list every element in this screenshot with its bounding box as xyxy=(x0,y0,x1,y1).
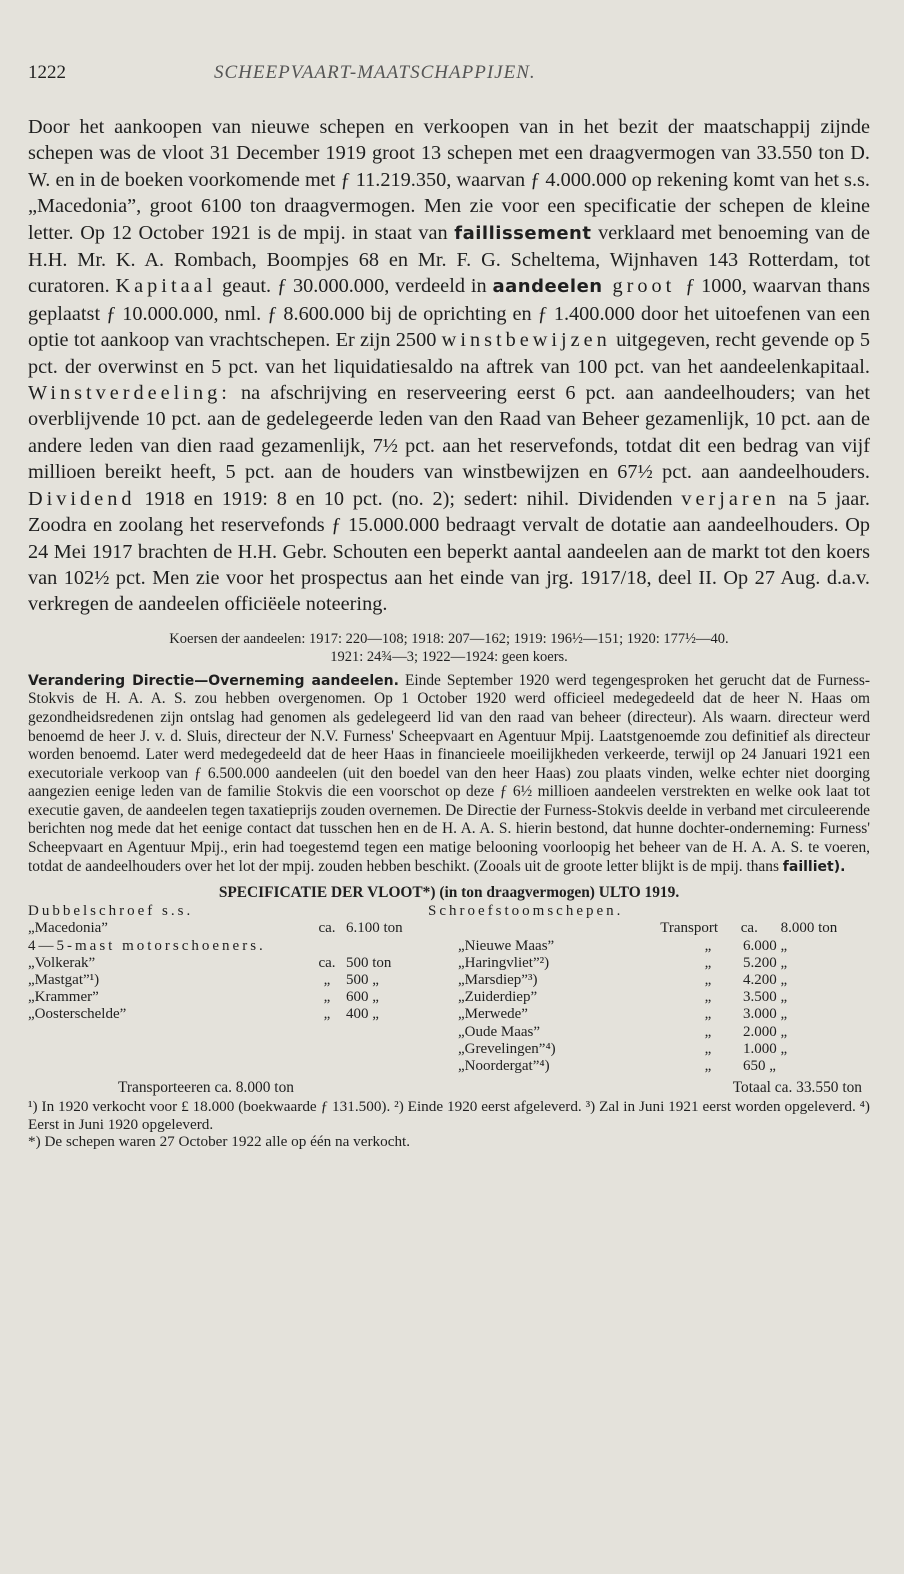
groot-term: groot xyxy=(602,275,686,298)
ship-tonnage: 600 „ xyxy=(346,989,379,1006)
koersen-block xyxy=(28,630,870,666)
ship-ca: „ xyxy=(704,937,712,954)
main-paragraph xyxy=(28,114,870,618)
ship-ca: „ xyxy=(323,972,331,989)
small-print xyxy=(28,672,870,877)
spec-row xyxy=(428,1024,870,1041)
spec-row xyxy=(28,989,428,1006)
spec-title: SPECIFICATIE DER VLOOT*) (in ton draagvermogen) ULTO 1919. xyxy=(218,884,680,902)
failliet-term: failliet). xyxy=(782,858,846,875)
winstverdeeling-term: Winstverdeeling: xyxy=(28,382,231,405)
koersen-line: 1921: 24¾—3; 1922—1924: geen koers. xyxy=(330,648,568,665)
text-run: uitgegeven, recht gevende op 5 pct. der overwinst en 5 pct. van het liquidatiesaldo na aftrek van 100 pct. van het aandeelenkapitaal. xyxy=(28,329,870,378)
aandeelen-term: aandeelen xyxy=(492,276,603,298)
footnote: *) De schepen waren 27 October 1922 alle op één na verkocht. xyxy=(28,1133,411,1151)
spec-table xyxy=(28,903,870,1075)
faillissement-term: faillissement xyxy=(454,222,592,244)
spec-category: Dubbelschroef s.s. xyxy=(28,903,194,920)
ship-name: „Haringvliet”²) xyxy=(458,954,550,971)
ship-name: „Krammer” xyxy=(28,989,99,1006)
spec-row xyxy=(428,1006,870,1023)
ship-ca: ca. xyxy=(318,920,336,937)
ship-ca: „ xyxy=(323,1006,331,1023)
winstbewijzen-term: winstbewijzen xyxy=(441,329,611,352)
running-title: SCHEEPVAART-MAATSCHAPPIJEN. xyxy=(214,62,536,83)
kapitaal-term: Kapitaal xyxy=(115,275,217,298)
ship-name: „Noordergat”⁴) xyxy=(458,1058,550,1075)
spec-row xyxy=(428,1041,870,1058)
spec-row xyxy=(28,955,428,972)
small-body: Einde September 1920 werd tegengesproken het gerucht dat de Furness-Stokvis de H. A. A. S. zou hebben overgenomen. Op 1 October 1920 werd officieel medegedeeld dat de heer N. Haas om gezondheidsredenen zijn ontslag had genomen als gedelegeerd lid van den raad van beheer (directeur). Als waarn. directeur werd benoemd de heer J. v. d. Sluis, directeur der N.V. Furness' Scheepvaart en Agentuur Mpij. Laatstgenoemde zou definitief als directeur worden benoemd. Later werd medegedeeld dat de heer Haas in financieele moeilijkheden verkeerde, terwijl op 24 Januari 1921 een executoriale verkoop van ƒ 6.500.000 aandeelen (uit den boedel van den heer Haas) zou plaats vinden, welke echter niet doorging aangezien eenige leden van de familie Stokvis die een voorschot op deze ƒ 6½ millioen aandeelen verstrekten en welke ook laat tot executie gaven, de aandeelen tegen taxatieprijs zouden overnemen. De Directie der Furness-Stokvis deelde in verband met circuleerende berichten nog mede dat het eenige contact dat tusschen hen en de H. A. A. S. hierin bestond, dat hunne dochter-onderneming: Furness' Scheepvaart en Agentuur Mpij., erin had toegestemd tegen een matige belooning voorloopig het beheer van de H. A. A. S. te voeren, totdat de aandeelhouders over het lot der mpij. zouden hebben beschikt. (Zooals uit de groote letter blijkt is de mpij. thans xyxy=(28,671,870,875)
spec-row xyxy=(428,989,870,1006)
ship-tonnage: 5.200 „ xyxy=(743,954,788,971)
ship-name: „Marsdiep”³) xyxy=(458,972,538,989)
ship-name: „Mastgat”¹) xyxy=(28,972,100,989)
ship-tonnage: 6.000 „ xyxy=(743,937,788,954)
text-run: na 5 jaar. Zoodra en zoolang het reservefonds ƒ 15.000.000 bedraagt vervalt de dotatie aan aandeelhouders. Op 24 Mei 1917 brachten de H.H. Gebr. Schouten een beperkt aantal aandeelen aan de markt tot den koers van 102½ pct. Men zie voor het prospectus aan het einde van jrg. 1917/18, deel II. Op 27 Aug. d.a.v. verkregen de aandeelen officiëele noteering. xyxy=(28,487,870,616)
ship-ca: ca. xyxy=(740,920,758,937)
footnote: ¹) In 1920 verkocht voor £ 18.000 (boekwaarde ƒ 131.500). ²) Einde 1920 eerst afgeleverd. ³) Zal in Juni 1921 eerst worden opgeleverd. ⁴) Eerst in Juni 1920 opgeleverd. xyxy=(28,1098,870,1133)
spec-row xyxy=(428,972,870,989)
grand-total: Totaal ca. 33.550 ton xyxy=(732,1079,862,1097)
ship-name: Transport xyxy=(660,920,718,937)
ship-ca: „ xyxy=(704,954,712,971)
main-text xyxy=(28,114,870,618)
ship-tonnage: 6.100 ton xyxy=(346,920,403,937)
ship-tonnage: 8.000 ton xyxy=(780,920,838,937)
ship-tonnage: 3.000 „ xyxy=(743,1006,788,1023)
footnotes xyxy=(28,1098,870,1151)
text-run: ƒ 1000, waarvan thans geplaatst ƒ 10.000.000, nml. ƒ 8.600.000 bij de oprichting en ƒ 1.400.000 door het uitoefenen van een optie tot aankoop van vrachtschepen. Er zijn 2500 xyxy=(28,275,871,352)
koersen-line: Koersen der aandeelen: 1917: 220—108; 1918: 207—162; 1919: 196½—151; 1920: 177½—40. xyxy=(169,630,729,647)
spec-row xyxy=(428,920,870,937)
ship-ca: „ xyxy=(704,1058,712,1075)
ship-ca: „ xyxy=(704,972,712,989)
dividend-term: Dividend xyxy=(28,487,136,510)
ship-name: „Merwede” xyxy=(458,1006,528,1023)
ship-tonnage: 2.000 „ xyxy=(743,1023,788,1040)
ship-tonnage: 1.000 „ xyxy=(743,1040,788,1057)
spec-row xyxy=(428,1058,870,1075)
text-run: verklaard met benoeming van de H.H. Mr. K. A. Rombach, Boompjes 68 en Mr. F. G. Scheltema, Wijnhaven 143 Rotterdam, tot curatoren. xyxy=(28,221,870,298)
text-run: 1918 en 1919: 8 en 10 pct. (no. 2); sedert: nihil. Dividenden xyxy=(135,487,682,510)
ship-name: „Nieuwe Maas” xyxy=(458,937,555,954)
ship-tonnage: 650 „ xyxy=(743,1058,776,1075)
ship-tonnage: 500 ton xyxy=(346,954,392,971)
ship-ca: „ xyxy=(704,1006,712,1023)
ship-name: „Grevelingen”⁴) xyxy=(458,1040,556,1057)
spec-category: 4—5-mast motorschoeners. xyxy=(28,937,266,954)
ship-tonnage: 500 „ xyxy=(346,972,379,989)
verjaren-term: verjaren xyxy=(681,487,780,510)
spec-right-column xyxy=(428,903,870,1075)
ship-ca: „ xyxy=(323,989,331,1006)
spec-row xyxy=(428,955,870,972)
spec-row xyxy=(428,938,870,955)
spec-row xyxy=(28,972,428,989)
ship-tonnage: 4.200 „ xyxy=(743,972,788,989)
ship-ca: „ xyxy=(704,989,712,1006)
text-run: Door het aankoopen van nieuwe schepen en verkoopen van in het bezit der maatschappij zijnde schepen was de vloot 31 December 1919 groot 13 schepen met een draagvermogen van 33.550 ton D. W. en in de boeken voorkomende met ƒ 11.219.350, waarvan ƒ 4.000.000 op rekening komt van het s.s. „Macedonia”, groot 6100 ton draagvermogen. Men zie voor een specificatie der schepen de kleine letter. Op 12 October 1921 is de mpij. in staat van xyxy=(28,116,870,244)
spec-row xyxy=(28,1006,428,1023)
text-run: na afschrijving en reserveering eerst 6 pct. aan aandeelhouders; van het overblijvende 10 pct. aan de gedelegeerde leden van den Raad van Beheer gezamenlijk, 10 pct. aan de andere leden van dien raad gezamenlijk, 7½ pct. aan het reservefonds, totdat dit een bedrag van vijf millioen bereikt heeft, 5 pct. aan de houders van winstbewijzen en 67½ pct. aan aandeelhouders. xyxy=(28,382,870,484)
spec-category: Schroefstoomschepen. xyxy=(428,903,624,920)
ship-name: „Macedonia” xyxy=(28,920,108,937)
ship-tonnage: 400 „ xyxy=(346,1006,379,1023)
ship-name: „Volkerak” xyxy=(28,954,96,971)
small-heading: Verandering Directie—Overneming aandeelen. xyxy=(28,672,399,689)
ship-name: „Zuiderdiep” xyxy=(458,989,538,1006)
text-run: geaut. ƒ 30.000.000, verdeeld in xyxy=(216,275,493,298)
page-number: 1222 xyxy=(28,62,66,83)
page-header xyxy=(28,62,870,106)
ship-ca: „ xyxy=(704,1023,712,1040)
ship-name: „Oude Maas” xyxy=(458,1023,541,1040)
ship-ca: ca. xyxy=(318,954,336,971)
ship-ca: „ xyxy=(704,1040,712,1057)
spec-totals xyxy=(28,1079,870,1097)
spec-row xyxy=(28,920,428,937)
ship-name: „Oosterschelde” xyxy=(28,1006,127,1023)
transport-total: Transporteeren ca. 8.000 ton xyxy=(118,1079,294,1097)
ship-tonnage: 3.500 „ xyxy=(743,989,788,1006)
spec-left-column xyxy=(28,903,428,1075)
